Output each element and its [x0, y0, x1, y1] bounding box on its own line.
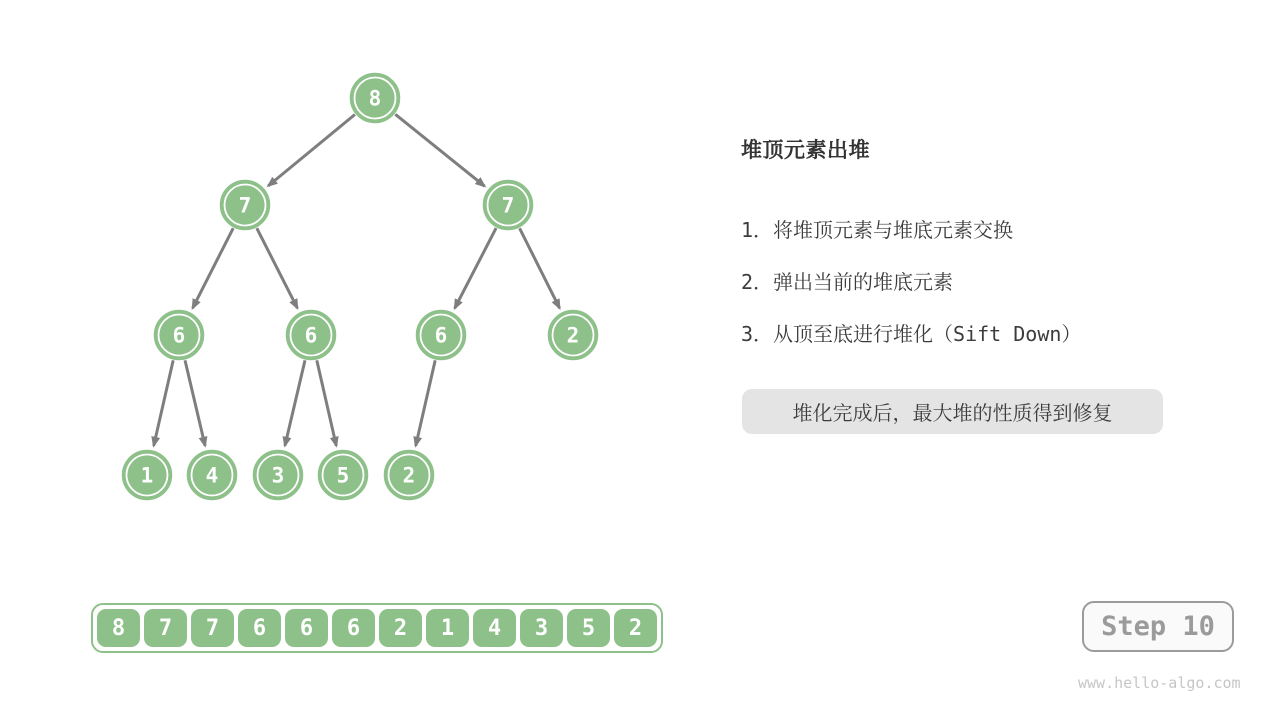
node-value: 4 [205, 463, 219, 488]
tree-edge-arrow [154, 360, 174, 446]
array-cell: 6 [332, 609, 375, 647]
tree-edge-arrow [285, 360, 305, 446]
tree-edges [154, 114, 560, 446]
panel-title: 堆顶元素出堆 [741, 138, 870, 162]
array-cell: 2 [379, 609, 422, 647]
node-value: 7 [501, 193, 515, 218]
tree-node [484, 181, 532, 229]
array-cell: 5 [567, 609, 610, 647]
tree-node [254, 451, 302, 499]
watermark-url: www.hello-algo.com [1078, 674, 1241, 692]
tree-edge-arrow [193, 228, 234, 308]
instruction-step-3: 3．从顶至底进行堆化（Sift Down） [741, 322, 1082, 346]
tree-node [287, 311, 335, 359]
instruction-step-2: 2．弹出当前的堆底元素 [741, 270, 954, 294]
tree-node [549, 311, 597, 359]
tree-edge-arrow [317, 360, 337, 446]
tree-edge-arrow [416, 360, 436, 446]
node-value: 6 [304, 323, 318, 348]
tree-edge-arrow [257, 228, 298, 308]
tree-node [319, 451, 367, 499]
tree-edge-arrow [455, 228, 496, 308]
node-value: 6 [172, 323, 186, 348]
heap-array [91, 603, 663, 653]
array-cell: 2 [614, 609, 657, 647]
tree-node [123, 451, 171, 499]
node-value: 7 [238, 193, 252, 218]
node-value: 8 [368, 86, 382, 111]
node-value: 1 [140, 463, 154, 488]
heap-tree-diagram [0, 0, 700, 560]
tree-edge-arrow [185, 360, 205, 446]
array-cell: 3 [520, 609, 563, 647]
array-cell: 6 [238, 609, 281, 647]
tree-node [351, 74, 399, 122]
array-cell: 8 [97, 609, 140, 647]
tree-edge-arrow [268, 115, 355, 186]
node-value: 5 [336, 463, 350, 488]
array-cell: 6 [285, 609, 328, 647]
tree-node [417, 311, 465, 359]
callout-note: 堆化完成后，最大堆的性质得到修复 [742, 389, 1163, 434]
tree-nodes [123, 74, 597, 499]
array-cell: 4 [473, 609, 516, 647]
tree-edge-arrow [520, 228, 560, 308]
tree-edge-arrow [395, 114, 484, 186]
tree-node [188, 451, 236, 499]
node-value: 2 [402, 463, 416, 488]
tree-node [385, 451, 433, 499]
array-cell: 7 [191, 609, 234, 647]
tree-node [221, 181, 269, 229]
step-badge: Step 10 [1082, 601, 1234, 652]
node-value: 2 [566, 323, 580, 348]
tree-node [155, 311, 203, 359]
array-cell: 1 [426, 609, 469, 647]
node-value: 6 [434, 323, 448, 348]
node-value: 3 [271, 463, 285, 488]
array-cell: 7 [144, 609, 187, 647]
instruction-step-1: 1．将堆顶元素与堆底元素交换 [741, 218, 1014, 242]
